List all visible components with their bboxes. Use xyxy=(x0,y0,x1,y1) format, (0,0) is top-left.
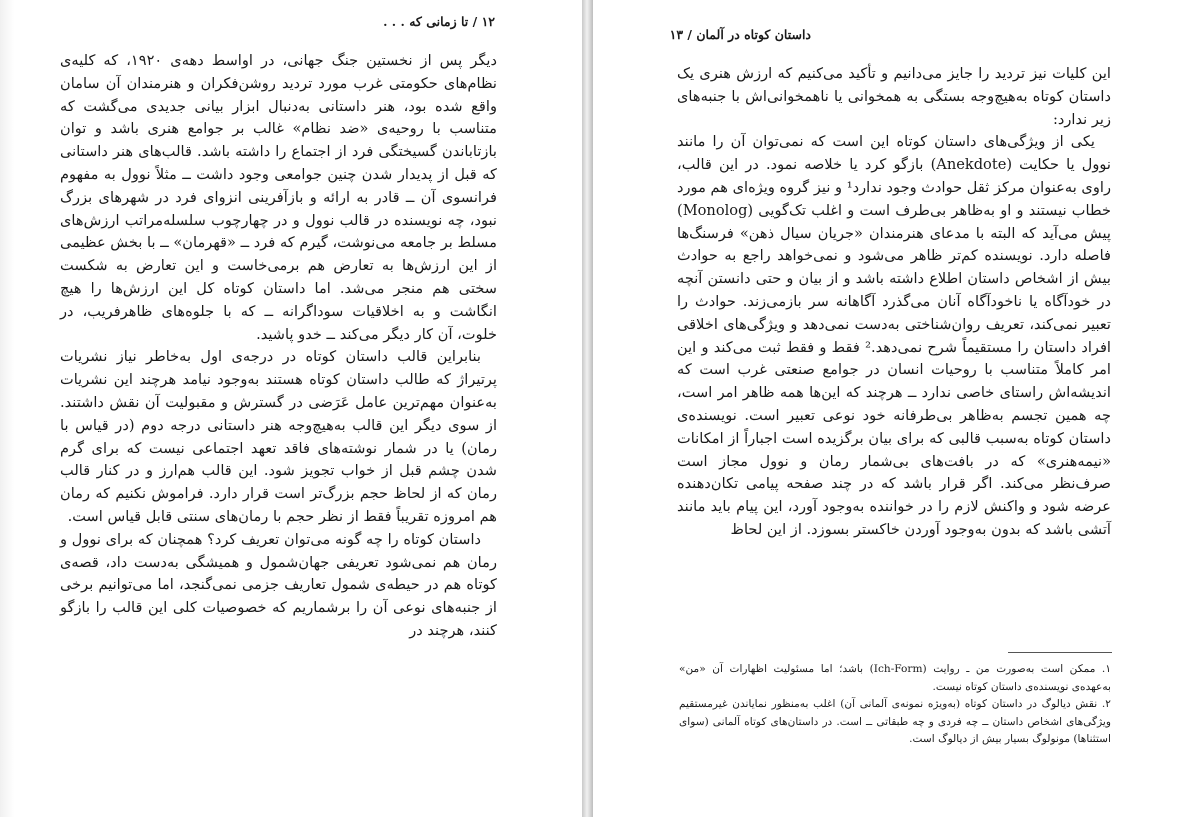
right-page xyxy=(593,0,1177,817)
footnote-1: ۱. ممکن است به‌صورت من ـ روایت (Ich-Form) باشد؛ اما مسئولیت اظهارات آن «من» به‌عهده‌ی نویسنده‌ی داستان کوتاه نیست. xyxy=(679,663,1112,693)
page-edge-shadow xyxy=(0,0,14,817)
left-paragraph-3: داستان کوتاه را چه گونه می‌توان تعریف کرد؟ همچنان که برای نوول و رمان هم نمی‌شود تعریفی جهان‌شمول و همیشگی به‌دست داد، قصه‌ی کوتاه هم در حیطه‌ی شمول تعاریف جزمی نمی‌گنجد، اما می‌توانیم برخی از جنبه‌های نوعی آن را برشماریم که خصوصیات کلی این قالب را بازگو کنند، هرچند در xyxy=(60,530,497,639)
footnote-separator xyxy=(1008,652,1112,653)
left-page xyxy=(0,0,582,817)
book-gutter xyxy=(582,0,593,817)
footnote-2: ۲. نقش دیالوگ در داستان کوتاه (به‌ویژه نمونه‌ی آلمانی آن) اغلب به‌منظور نمایاندن غیرمستقیم ویژگی‌های اشخاص داستان ــ چه فردی و چه طبقاتی ــ است. در داستان‌های کوتاه آلمانی (سوای استثناها) مونولوگ بسیار بیش از دیالوگ است. xyxy=(679,698,1111,746)
right-page-header: داستان کوتاه در آلمان / ۱۳ xyxy=(669,27,811,42)
left-paragraph-2: بنابراین قالب داستان کوتاه در درجه‌ی اول به‌خاطر نیاز نشریات پرتیراژ که طالب داستان کوتاه هستند به‌وجود نیامد هرچند این نشریات به‌عنوان مهم‌ترین عامل عَرَضی در گسترش و مقبولیت آن نقش داشتند. از سوی دیگر این قالب به‌هیچ‌وجه هنر داستانی درجه دوم (در قیاس با رمان) یا در شمار نوشته‌های فاقد تعهد اجتماعی نیست که برای گرم شدن چشم قبل از خواب تجویز شود. این قالب هم‌ارز و در کنار قالب رمان که از لحاظ حجم بزرگ‌تر است قرار دارد. فراموش نکنیم که رمان هم امروزه تقریباً فقط از نظر حجم با رمان‌های سنتی قابل قیاس است. xyxy=(60,348,497,525)
right-paragraph-2: یکی از ویژگی‌های داستان کوتاه این است که نمی‌توان آن را مانند نوول یا حکایت (Anekdote) بازگو کرد یا خلاصه نمود. در این قالب، راوی به‌عنوان مرکز ثقل حوادث وجود ندارد¹ و نیز گروه ویژه‌ای هم مورد خطاب نیستند و او به‌ظاهر بی‌طرف است و اغلب تک‌گویی (Monolog) پیش می‌آید که البته با مدعای هنرمندان «جریان سیال ذهن» فرسنگ‌ها فاصله دارد. نویسنده کم‌تر ظاهر می‌شود و نمی‌خواهد راجع به حوادث بیش از اشخاص داستان اطلاع داشته باشد و از بیان و حتی دانستن آنچه در خودآگاه یا ناخودآگاه آنان می‌گذرد آگاهانه سر بازمی‌زند. حوادث را تعبیر نمی‌کند، تعریف روان‌شناختی به‌دست نمی‌دهد و ویژگی‌های اخلاقی افراد داستان را مستقیماً شرح نمی‌دهد.² فقط و فقط ثبت می‌کند و این امر کاملاً متناسب با روحیات انسان در جوامع صنعتی غرب است که اندیشه‌اش راستای خاصی ندارد ــ هرچند که این‌ها همه ظاهر امر است، چه همین تجسم به‌ظاهر بی‌طرفانه خود نوعی تعبیر است. نویسنده‌ی داستان کوتاه به‌سبب قالبی که برای بیان برگزیده است اجباراً از امکانات «نیمه‌هنری» که در بافت‌های بی‌شمار رمان و نوول مجاز است صرف‌نظر می‌کند. اگر قرار باشد که در چند صفحه پیامی تکان‌دهنده عرضه شود و واکنش لازم را در خواننده به‌وجود آورد، این پیام باید مانند آتشی باشد که بدون به‌وجود آوردن خاکستر بسوزد. از این لحاظ xyxy=(677,133,1111,538)
left-page-header: ۱۲ / تا زمانی که . . . xyxy=(383,14,495,29)
footnotes xyxy=(679,661,1111,749)
right-paragraph-1: این کلیات نیز تردید را جایز می‌دانیم و تأکید می‌کنیم که ارزش هنری یک داستان کوتاه به‌هیچ‌وجه بستگی به همخوانی یا ناهمخوانی‌اش با جنبه‌های زیر ندارد: xyxy=(677,65,1111,128)
left-paragraph-1: دیگر پس از نخستین جنگ جهانی، در اواسط دهه‌ی ۱۹۲۰، که کلیه‌ی نظام‌های حکومتی غرب مورد تردید روشن‌فکران و هنرمندان آن سامان واقع شده بود، هنر داستانی به‌دنبال ابزار بیانی جدیدی می‌گشت که متناسب با روحیه‌ی «ضد نظام» غالب بر جوامع هنری باشد و توان بازتاباندن گسیختگی فرد از اجتماع را داشته باشد. قالب‌های هنر داستانی که قبل از پدیدار شدن چنین جوامعی وجود داشت ــ مثلاً نوول به مفهوم فرانسوی آن ــ قادر به ارائه و بازآفرینی انزوای فرد در شهرهای بزرگ نبود، چه نویسنده در قالب نوول و در چهارچوب سلسله‌مراتب ارزش‌های مسلط بر جامعه می‌نوشت، گیرم که فرد ــ «قهرمان» ــ با بخش عظیمی از این ارزش‌ها به تعارض هم برمی‌خاست و این تعارض به شکست سختی هم منجر می‌شد. اما داستان کوتاه کل این ارزش‌ها را هیچ انگاشت و به اخلاقیات سوداگرانه ــ که با جلوه‌های ظاهرفریب، در خلوت، آن کار دیگر می‌کند ــ خدو پاشید. xyxy=(59,52,497,343)
right-page-body xyxy=(677,63,1111,542)
left-page-body xyxy=(60,50,497,643)
